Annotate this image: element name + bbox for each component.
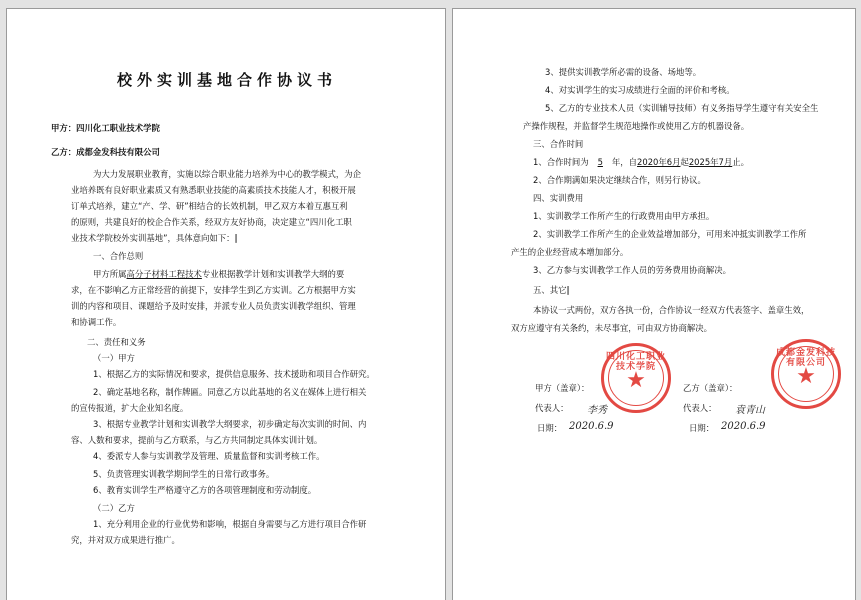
fee-line: 产生的企业经营成本增加部分。	[511, 247, 629, 257]
other-line: 本协议一式两份，双方各执一份，合作协议一经双方代表签字、盖章生效，	[533, 305, 810, 315]
party-a-line: 甲方：四川化工职业技术学院	[51, 123, 160, 133]
seal-a-text: 四川化工职业技术学院	[605, 352, 666, 372]
party-b-duty: 产操作规程，并监督学生规范地操作或使用乙方的机器设备。	[523, 121, 750, 131]
document-page-left	[6, 8, 446, 600]
sig-b-label: 乙方（盖章）：	[683, 383, 738, 393]
sig-a-signature: 李秀	[587, 405, 607, 416]
section1-heading: 一、合作总则	[93, 251, 144, 261]
party-b-duty: 5、乙方的专业技术人员（实训辅导技师）有义务指导学生遵守有关安全生	[545, 103, 819, 113]
term-start: 2020年6月	[637, 157, 681, 167]
term-pre: 1、合作时间为	[533, 157, 589, 167]
term-mid1: 年，自	[611, 157, 638, 167]
party-b-duty: 3、提供实训教学所必需的设备、场地等。	[545, 67, 702, 77]
sig-b-rep-label: 代表人：	[683, 403, 717, 413]
party-b-seal	[771, 339, 841, 409]
party-a-duty: 3、根据专业教学计划和实训教学大纲要求，初步确定每次实训的时间、内	[93, 419, 367, 429]
section4-heading: 四、实训费用	[533, 193, 584, 203]
party-a-duty: 的宣传报道，扩大企业知名度。	[71, 403, 189, 413]
sig-a-rep-label: 代表人：	[535, 403, 569, 413]
section1-line: 训的内容和项目、课题给予及时安排，并派专业人员负责实训教学组织、管理	[71, 301, 356, 311]
document-page-right	[452, 8, 856, 600]
term-years: 5	[597, 157, 603, 167]
section3-heading: 三、合作时间	[533, 139, 584, 149]
party-a-duty: 4、委派专人参与实训教学及管理、质量监督和实训考核工作。	[93, 451, 325, 461]
other-line: 双方应遵守有关条约，未尽事宜，可由双方协商解决。	[511, 323, 712, 333]
sig-a-date-label: 日期：	[537, 423, 563, 433]
section2-heading: 二、责任和义务	[87, 337, 146, 347]
sub-b-heading: （二）乙方	[93, 503, 135, 513]
intro-line: 业培养既有良好职业素质又有熟悉职业技能的高素质技术技能人才，积极开展	[71, 185, 356, 195]
sig-b-signature: 袁青山	[735, 405, 765, 416]
term-end: 2025年7月	[688, 157, 733, 167]
section1-line: 求，在不影响乙方正常经营的前提下，安排学生到乙方实训。乙方根据甲方实	[71, 285, 356, 295]
intro-text: 业技术学院校外实训基地”，具体意向如下：	[71, 233, 235, 243]
party-b-duty: 1、充分利用企业的行业优势和影响，根据自身需要与乙方进行项目合作研	[93, 519, 367, 529]
fee-line: 3、乙方参与实训教学工作人员的劳务费用协商解决。	[533, 265, 731, 275]
fee-line: 1、实训教学工作所产生的行政费用由甲方承担。	[533, 211, 715, 221]
seal-star-icon: ★	[626, 368, 646, 393]
party-a-seal	[601, 343, 671, 413]
section1-line	[93, 269, 344, 280]
party-a-duty: 5、负责管理实训教学期间学生的日常行政事务。	[93, 469, 275, 479]
sig-a-label: 甲方（盖章）：	[535, 383, 590, 393]
sub-a-heading: （一）甲方	[93, 353, 135, 363]
text-cursor: |	[566, 285, 570, 295]
term-line	[533, 157, 749, 168]
major-name: 高分子材料工程技术	[126, 269, 202, 279]
party-a-duty: 6、教育实训学生严格遵守乙方的各项管理制度和劳动制度。	[93, 485, 317, 495]
party-a-duty: 2、确定基地名称，制作牌匾。同意乙方以此基地的名义在媒体上进行相关	[93, 387, 367, 397]
section1-line: 和协调工作。	[71, 317, 122, 327]
intro-line: 订单式培养，建立“产、学、研”相结合的长效机制，甲乙双方本着互惠互利	[71, 201, 348, 211]
party-a-duty: 容、人数和要求，提前与乙方联系，与乙方共同制定具体实训计划。	[71, 435, 323, 445]
intro-line: 为大力发展职业教育，实施以综合职业能力培养为中心的教学模式，为企	[93, 169, 361, 179]
section1-pre: 甲方所属	[93, 269, 127, 279]
document-title: 校外实训基地合作协议书	[116, 71, 337, 89]
party-b-line: 乙方：成都金发科技有限公司	[51, 147, 160, 157]
seal-b-text: 成都金发科技有限公司	[775, 348, 836, 368]
intro-line	[71, 233, 238, 244]
section5-heading	[533, 285, 570, 296]
term-post: 止。	[732, 157, 749, 167]
section5-heading-text: 五、其它	[533, 285, 567, 295]
section1-post: 专业根据教学计划和实训教学大纲的要	[201, 269, 345, 279]
seal-star-icon: ★	[796, 364, 816, 389]
text-cursor: |	[234, 233, 238, 243]
party-b-duty: 4、对实训学生的实习成绩进行全面的评价和考核。	[545, 85, 735, 95]
party-a-duty: 1、根据乙方的实际情况和要求，提供信息服务、技术援助和项目合作研究。	[93, 369, 375, 379]
intro-line: 的原则，共建良好的校企合作关系，经双方友好协商，决定建立“四川化工职	[71, 217, 352, 227]
term-renew: 2、合作期满如果决定继续合作，则另行协议。	[533, 175, 706, 185]
sig-a-date: 2020.6.9	[569, 421, 614, 432]
sig-b-date-label: 日期：	[689, 423, 715, 433]
fee-line: 2、实训教学工作所产生的企业效益增加部分，可用来冲抵实训教学工作所	[533, 229, 807, 239]
party-b-duty: 究，并对双方成果进行推广。	[71, 535, 180, 545]
sig-b-date: 2020.6.9	[721, 421, 766, 432]
term-mid2: 起	[680, 157, 689, 167]
